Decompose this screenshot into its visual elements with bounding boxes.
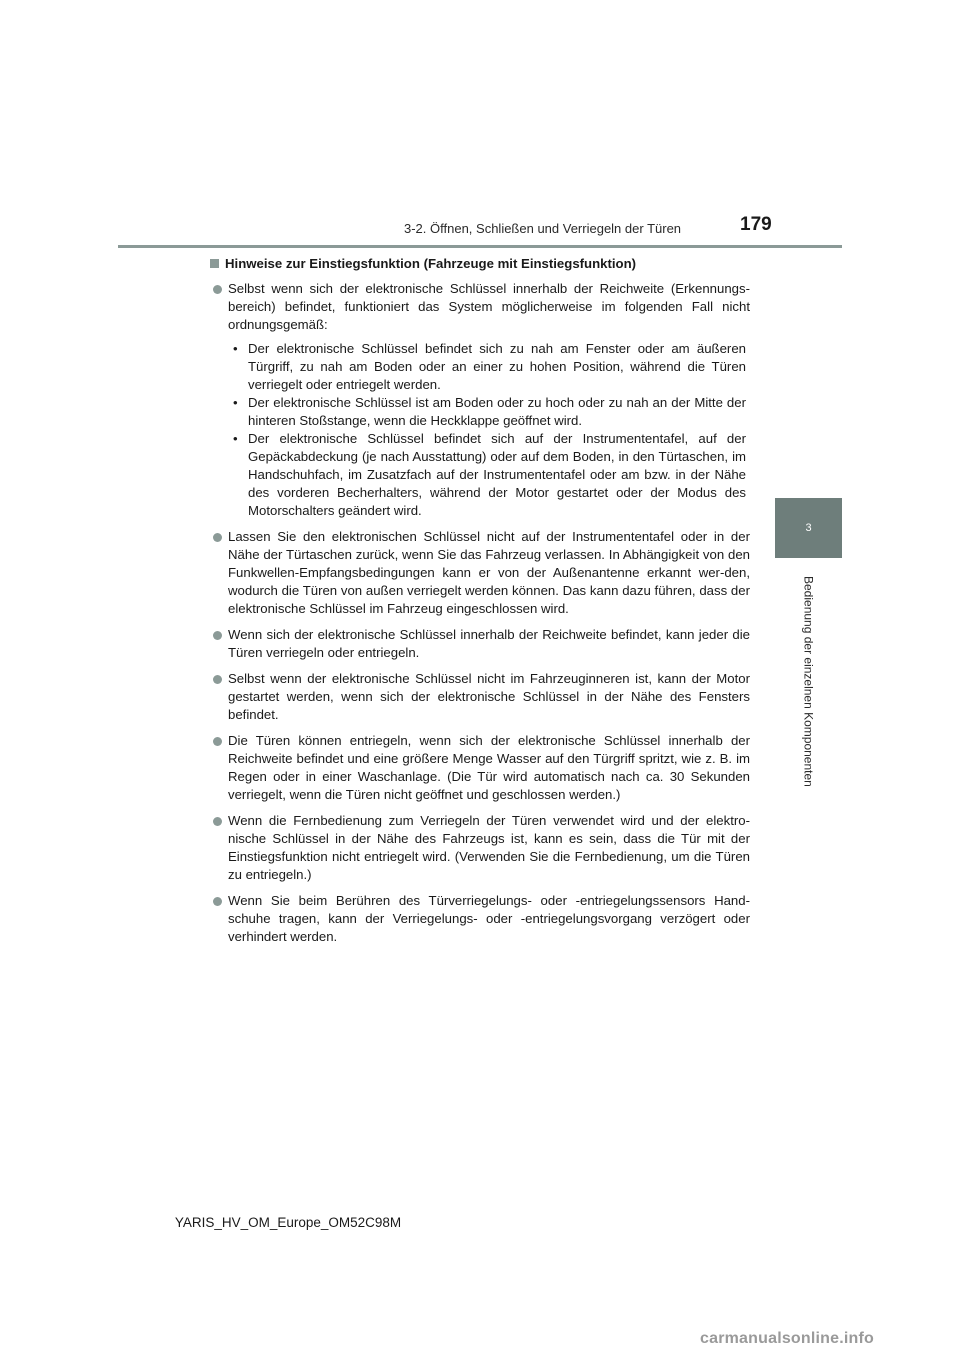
circle-bullet-icon [213,285,222,294]
sub-item-text: Der elektronische Schlüssel befindet sich auf der Instrumententafel, auf der Gepäckabdeckung (je nach Ausstattung) oder auf dem Boden, in den Türtaschen, im Handschuhfach, im Zusatzfach auf der Instrumententafel oder am bzw. in der Nähe des vorderen Becherhalters, während der Motor gestartet oder der Modus des Motorschalters geändert wird. [248,431,746,518]
bullet-item [210,670,750,724]
page-number: 179 [740,214,772,235]
sub-item [228,430,750,520]
bullet-item [210,528,750,618]
header-rule [118,245,842,248]
sub-item-text: Der elektronische Schlüssel befindet sich zu nah am Fenster oder am äußeren Türgriff, zu nah am Boden oder an einer zu hohen Position, während die Türen verriegelt oder entriegelt werden. [248,341,746,392]
bullet-text: Wenn die Fernbedienung zum Verriegeln der Türen verwendet wird und der elektro-nische Schlüssel in der Nähe des Fahrzeugs ist, kann es sein, dass die Tür mit der Einstiegsfunktion nicht entriegelt wird. (Verwenden Sie die Fernbedienung, um die Türen zu entriegeln.) [228,813,750,882]
section-heading-text: Hinweise zur Einstiegsfunktion (Fahrzeuge mit Einstiegsfunktion) [225,256,637,271]
main-content [210,255,750,954]
bullet-text: Lassen Sie den elektronischen Schlüssel nicht auf der Instrumententafel oder in der Nähe der Türtaschen zurück, wenn Sie das Fahrzeug verlassen. In Abhängigkeit von den Funkwellen-Empfangsbedingungen kann er von der Außenantenne erkannt wer-den, wodurch die Türen von außen verriegelt werden können. Das kann dazu führen, dass der elektronische Schlüssel im Fahrzeug eingeschlossen wird. [228,529,750,616]
chapter-label: Bedienung der einzelnen Komponenten [801,575,816,787]
dot-icon: • [233,341,238,356]
bullet-text: Wenn Sie beim Berühren des Türverriegelungs- oder -entriegelungssensors Hand-schuhe tragen, kann der Verriegelungs- oder -entriegelungsvorgang verzögert oder verhindert werden. [228,893,750,944]
dot-icon: • [233,431,238,446]
square-bullet-icon [210,259,219,268]
bullet-item [210,626,750,662]
sub-item [228,394,750,430]
circle-bullet-icon [213,675,222,684]
bullet-text: Selbst wenn sich der elektronische Schlüssel innerhalb der Reichweite (Erkennungs-bereich) befindet, funktioniert das System möglicherweise im folgenden Fall nicht ordnungsgemäß: [228,281,750,332]
bullet-item [210,812,750,884]
sub-item-text: Der elektronische Schlüssel ist am Boden oder zu hoch oder zu nah an der Mitte der hinteren Stoßstange, wenn die Heckklappe geöffnet wird. [248,395,746,428]
watermark-link[interactable]: carmanualsonline.info [700,1330,875,1347]
dot-icon: • [233,395,238,410]
bullet-text: Selbst wenn der elektronische Schlüssel nicht im Fahrzeuginneren ist, kann der Motor gestartet werden, wenn sich der elektronische Schlüssel in der Nähe des Fensters befindet. [228,671,750,722]
bullet-text: Wenn sich der elektronische Schlüssel innerhalb der Reichweite befindet, kann jeder die Türen verriegeln oder entriegeln. [228,627,750,660]
sub-list [228,340,750,520]
circle-bullet-icon [213,737,222,746]
bullet-item [210,732,750,804]
bullet-text: Die Türen können entriegeln, wenn sich der elektronische Schlüssel innerhalb der Reichweite befindet und eine größere Menge Wasser auf den Türgriff spritzt, wie z. B. im Regen oder in einer Waschanlage. (Die Tür wird automatisch nach ca. 30 Sekunden verriegelt, wenn die Türen nicht geöffnet und geschlossen werden.) [228,733,750,802]
section-heading [210,255,750,273]
sub-item [228,340,750,394]
chapter-tab [775,498,842,558]
chapter-side-label [775,558,842,804]
chapter-number: 3 [805,522,812,534]
bullet-item [210,892,750,946]
bullet-item [210,280,750,520]
circle-bullet-icon [213,897,222,906]
circle-bullet-icon [213,817,222,826]
document-code: YARIS_HV_OM_Europe_OM52C98M [174,1215,402,1230]
circle-bullet-icon [213,533,222,542]
section-title: 3-2. Öffnen, Schließen und Verriegeln der Türen [404,221,682,236]
circle-bullet-icon [213,631,222,640]
